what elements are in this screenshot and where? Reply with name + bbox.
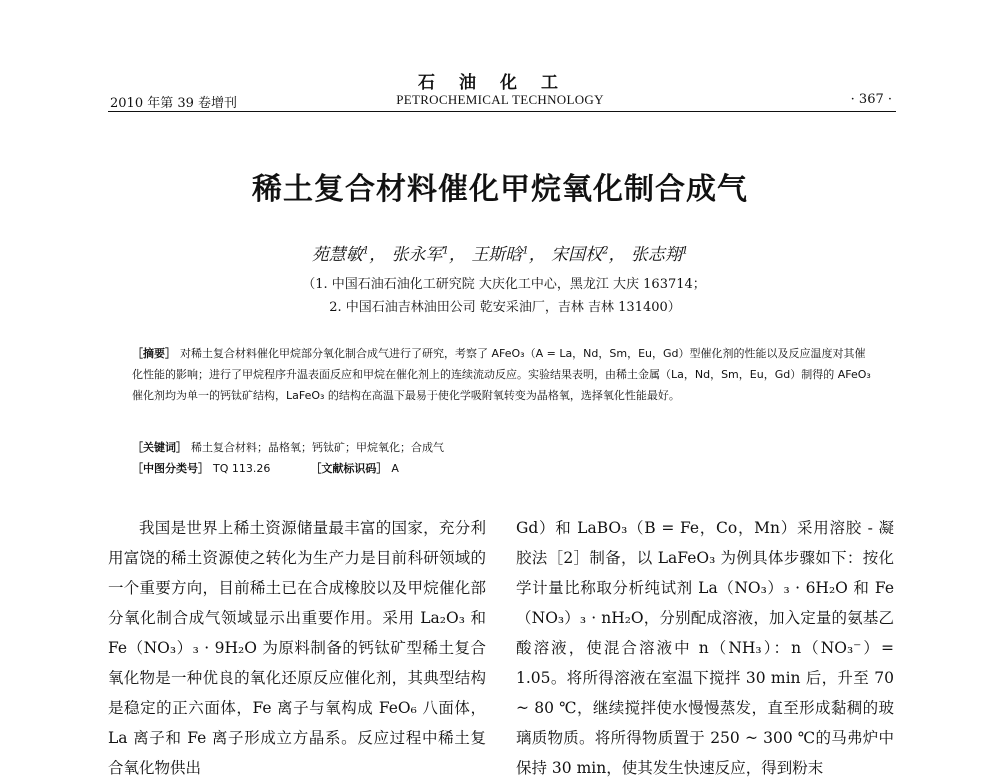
author-affil-mark: 1 [681,245,689,257]
body-paragraph: Gd）和 LaBO₃（B = Fe，Co，Mn）采用溶胶 - 凝胶法［2］制备，以 LaFeO₃ 为例具体步骤如下：按化学计量比称取分析纯试剂 La（NO₃）₃ · 6H₂O 和 Fe（NO₃）₃ · nH₂O，分别配成溶液，加入定量的氨基乙酸溶液，使混合溶液中 n（NH₃）：n（NO₃⁻）= 1.05。将所得溶液在室温下搅拌 30 min 后，升至 70 ~ 80 ℃，继续搅拌使水慢慢蒸发，直至形成黏稠的玻璃质物质。将所得物质置于 250 ~ 300 ℃的马弗炉中保持 30 min，使其发生快速反应，得到粉末 [516,519,894,777]
abstract [132,343,872,406]
body-column-right [516,513,894,783]
body-column-left [108,513,486,783]
keywords [132,437,872,458]
abstract-text: 对稀土复合材料催化甲烷部分氧化制合成气进行了研究，考察了 AFeO₃（A = La，Nd，Sm，Eu，Gd）型催化剂的性能以及反应温度对其催化性能的影响；进行了甲烷程序升温表面反应和甲烷在催化剂上的连续流动反应。实验结果表明，由稀土金属（La，Nd，Sm，Eu，Gd）制得的 AFeO₃ 催化剂均为单一的钙钛矿结构，LaFeO₃ 的结构在高温下最易于使化学吸附氧转变为晶格氧，选择氧化性能最好。 [132,347,871,402]
doc-code-label: ［文献标识码］ [310,462,388,475]
author-separator: ， [448,245,466,265]
body-paragraph: 我国是世界上稀土资源储量最丰富的国家，充分利用富饶的稀土资源使之转化为生产力是目前科研领域的一个重要方向，目前稀土已在合成橡胶以及甲烷催化部分氧化制合成气领域显示出重要作用。采用 La₂O₃ 和 Fe（NO₃）₃ · 9H₂O 为原料制备的钙钛矿型稀土复合氧化物是一种优良的氧化还原反应催化剂，其典型结构是稳定的正六面体，Fe 离子与氧构成 FeO₆ 八面体，La 离子和 Fe 离子形成立方晶系。反应过程中稀土复合氧化物供出 [108,519,486,777]
author-name: 宋国权 [551,245,603,265]
author-affil-mark: 1 [522,245,529,257]
author-name: 张志翔 [630,245,682,265]
author-separator: ， [528,245,546,265]
affiliation-1: （1. 中国石油石油化工研究院 大庆化工中心，黑龙江 大庆 163714； [302,277,706,292]
author-affil-mark: 1 [362,245,370,257]
author-affil-mark: 2 [602,245,609,257]
author-list [0,240,1000,265]
header-rule [108,111,896,112]
journal-name-en: PETROCHEMICAL TECHNOLOGY [396,92,604,107]
author-separator: ， [369,245,387,265]
keywords-label: ［关键词］ [132,441,187,454]
author-affil-mark: 1 [442,245,449,257]
author-name: 张永军 [391,245,443,265]
article-title: 稀土复合材料催化甲烷氧化制合成气 [252,172,748,207]
clc-code: TQ 113.26 [213,462,271,475]
author-name: 王斯晗 [471,245,523,265]
journal-name-cn: 石油化工 [418,73,582,93]
keywords-text: 稀土复合材料；晶格氧；钙钛矿；甲烷氧化；合成气 [191,441,444,454]
page-number: · 367 · [850,92,892,107]
abstract-label: ［摘要］ [132,347,176,360]
author-separator: ， [608,245,626,265]
author-name: 苑慧敏 [311,245,363,265]
classification [132,458,872,479]
clc-label: ［中图分类号］ [132,462,209,475]
affiliation-2: 2. 中国石油吉林油田公司 乾安采油厂，吉林 吉林 131400） [329,300,681,315]
issue-label: 2010 年第 39 卷增刊 [110,96,238,111]
doc-code: A [391,462,399,475]
